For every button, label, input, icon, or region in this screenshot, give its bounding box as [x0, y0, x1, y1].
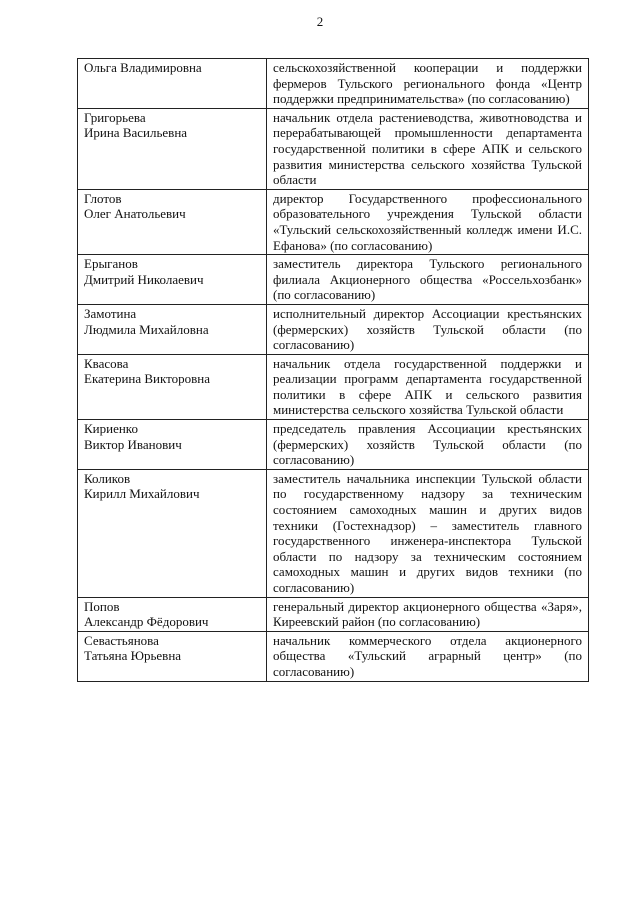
member-given-name: Ирина Васильевна — [84, 125, 188, 141]
member-role-cell: начальник отдела растениеводства, животноводства и перерабатывающей промышленности департамента государственной политики в сфере АПК и сельского развития министерства сельского хозяйства Тульской области — [267, 108, 589, 189]
member-role-cell: сельскохозяйственной кооперации и поддержки фермеров Тульского регионального фонда «Центр поддержки предпринимательства» (по согласованию) — [267, 59, 589, 109]
member-surname: Глотов — [84, 190, 122, 206]
member-name-cell — [78, 189, 267, 254]
member-name-cell — [78, 59, 267, 109]
member-surname: Ерыганов — [84, 256, 138, 272]
member-role-cell: заместитель директора Тульского регионального филиала Акционерного общества «Россельхозбанк» (по согласованию) — [267, 255, 589, 305]
member-name-cell — [78, 255, 267, 305]
table-row — [78, 304, 589, 354]
table-row — [78, 354, 589, 419]
member-surname: Григорьева — [84, 109, 146, 125]
member-name-cell — [78, 420, 267, 470]
member-role-cell: заместитель начальника инспекции Тульской области по государственному надзору за техническим состоянием самоходных машин и других видов техники (Гостехнадзор) – заместитель главного государственного инженера-инспектора Тульской области по надзору за техническим состоянием самоходных машин и других видов техники (по согласованию) — [267, 469, 589, 597]
member-given-name: Виктор Иванович — [84, 436, 182, 452]
members-table — [77, 58, 589, 682]
member-name-cell — [78, 597, 267, 631]
member-given-name: Ольга Владимировна — [84, 60, 202, 75]
member-surname: Квасова — [84, 355, 129, 371]
member-surname: Кириенко — [84, 421, 138, 437]
member-name-cell — [78, 469, 267, 597]
table-row — [78, 59, 589, 109]
member-given-name: Александр Фёдорович — [84, 614, 209, 630]
member-role-cell: генеральный директор акционерного общества «Заря», Киреевский район (по согласованию) — [267, 597, 589, 631]
member-given-name: Татьяна Юрьевна — [84, 648, 182, 664]
member-name-cell — [78, 108, 267, 189]
member-given-name: Олег Анатольевич — [84, 206, 186, 222]
member-surname: Коликов — [84, 470, 131, 486]
member-surname: Севастьянова — [84, 632, 159, 648]
member-given-name: Екатерина Викторовна — [84, 371, 211, 387]
table-row — [78, 108, 589, 189]
member-name-cell — [78, 354, 267, 419]
member-name-cell — [78, 304, 267, 354]
table-row — [78, 469, 589, 597]
table-row — [78, 631, 589, 681]
member-role-cell: председатель правления Ассоциации крестьянских (фермерских) хозяйств Тульской области (по согласованию) — [267, 420, 589, 470]
member-surname: Замотина — [84, 305, 137, 321]
table-row — [78, 255, 589, 305]
member-given-name: Дмитрий Николаевич — [84, 271, 204, 287]
member-surname: Попов — [84, 598, 120, 614]
page-number: 2 — [316, 14, 324, 29]
member-role-cell: начальник коммерческого отдела акционерного общества «Тульский аграрный центр» (по согласованию) — [267, 631, 589, 681]
member-given-name: Кирилл Михайлович — [84, 486, 200, 502]
table-row — [78, 420, 589, 470]
member-given-name: Людмила Михайловна — [84, 321, 209, 337]
member-role-cell: исполнительный директор Ассоциации крестьянских (фермерских) хозяйств Тульской области (по согласованию) — [267, 304, 589, 354]
table-row — [78, 597, 589, 631]
member-role-cell: начальник отдела государственной поддержки и реализации программ департамента государственной политики в сфере АПК и сельского развития министерства сельского хозяйства Тульской области — [267, 354, 589, 419]
member-role-cell: директор Государственного профессионального образовательного учреждения Тульской области «Тульский сельскохозяйственный колледж имени И.С. Ефанова» (по согласованию) — [267, 189, 589, 254]
table-row — [78, 189, 589, 254]
member-name-cell — [78, 631, 267, 681]
